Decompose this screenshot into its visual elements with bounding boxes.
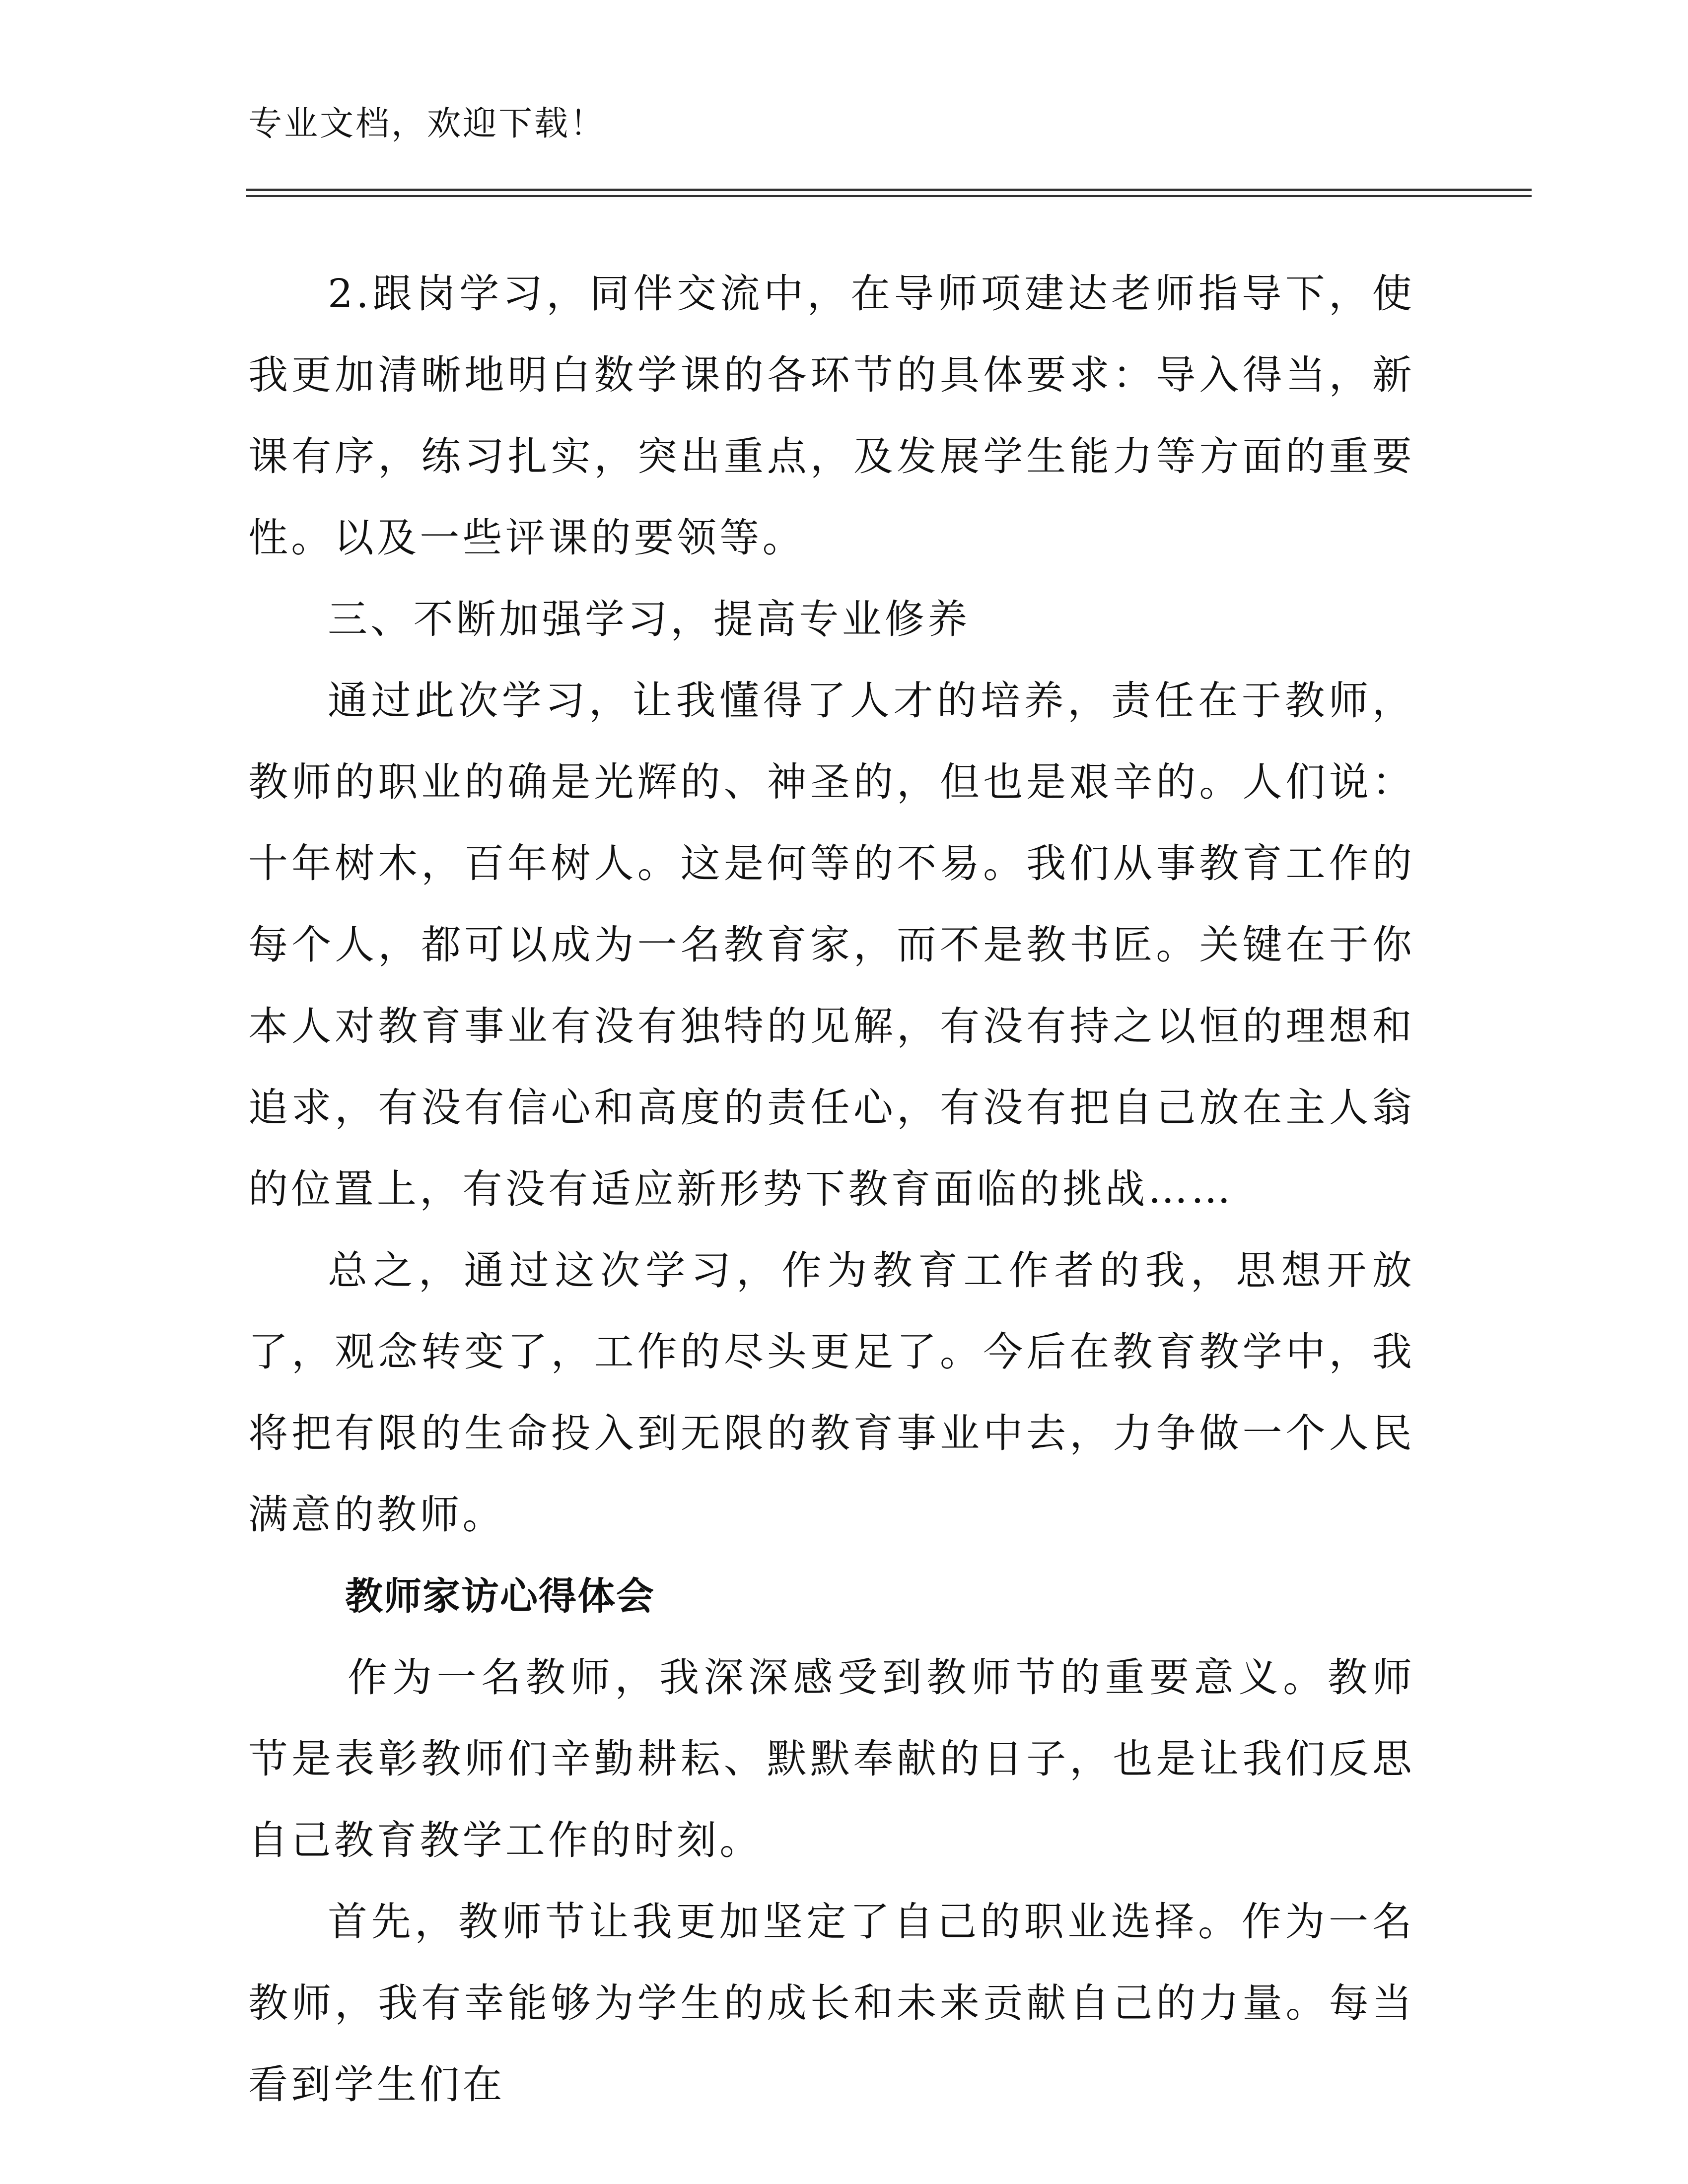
subheading: 三、不断加强学习，提高专业修养 — [328, 596, 971, 642]
page-header: 专业文档，欢迎下载！ — [248, 104, 606, 143]
paragraph: 2.跟岗学习，同伴交流中，在导师项建达老师指导下，使我更加清晰地明白数学课的各环节的具体要求：导入得当，新课有序，练习扎实，突出重点，及发展学生能力等方面的重要性。以及一些评课的要领等。 — [248, 271, 1415, 561]
paragraph: 通过此次学习，让我懂得了人才的培养，责任在于教师，教师的职业的确是光辉的、神圣的，但也是艰辛的。人们说：十年树木，百年树人。这是何等的不易。我们从事教育工作的每个人，都可以成为一名教育家，而不是教书匠。关键在于你本人对教育事业有没有独特的见解，有没有持之以恒的理想和追求，有没有信心和高度的责任心，有没有把自己放在主人翁的位置上，有没有适应新形势下教育面临的挑战…… — [248, 678, 1415, 1212]
paragraph: 首先，教师节让我更加坚定了自己的职业选择。作为一名教师，我有幸能够为学生的成长和未来贡献自己的力量。每当看到学生们在 — [248, 1899, 1415, 2108]
header-rule-top — [246, 189, 1532, 191]
header-rule-bottom — [246, 195, 1532, 197]
paragraph: 总之，通过这次学习，作为教育工作者的我，思想开放了，观念转变了，工作的尽头更足了。今后在教育教学中，我将把有限的生命投入到无限的教育事业中去，力争做一个人民满意的教师。 — [248, 1247, 1415, 1538]
document-body — [248, 253, 1415, 2125]
section-title: 教师家访心得体会 — [345, 1574, 655, 1618]
paragraph: 作为一名教师，我深深感受到教师节的重要意义。教师节是表彰教师们辛勤耕耘、默默奉献的日子，也是让我们反思自己教育教学工作的时刻。 — [248, 1654, 1415, 1863]
